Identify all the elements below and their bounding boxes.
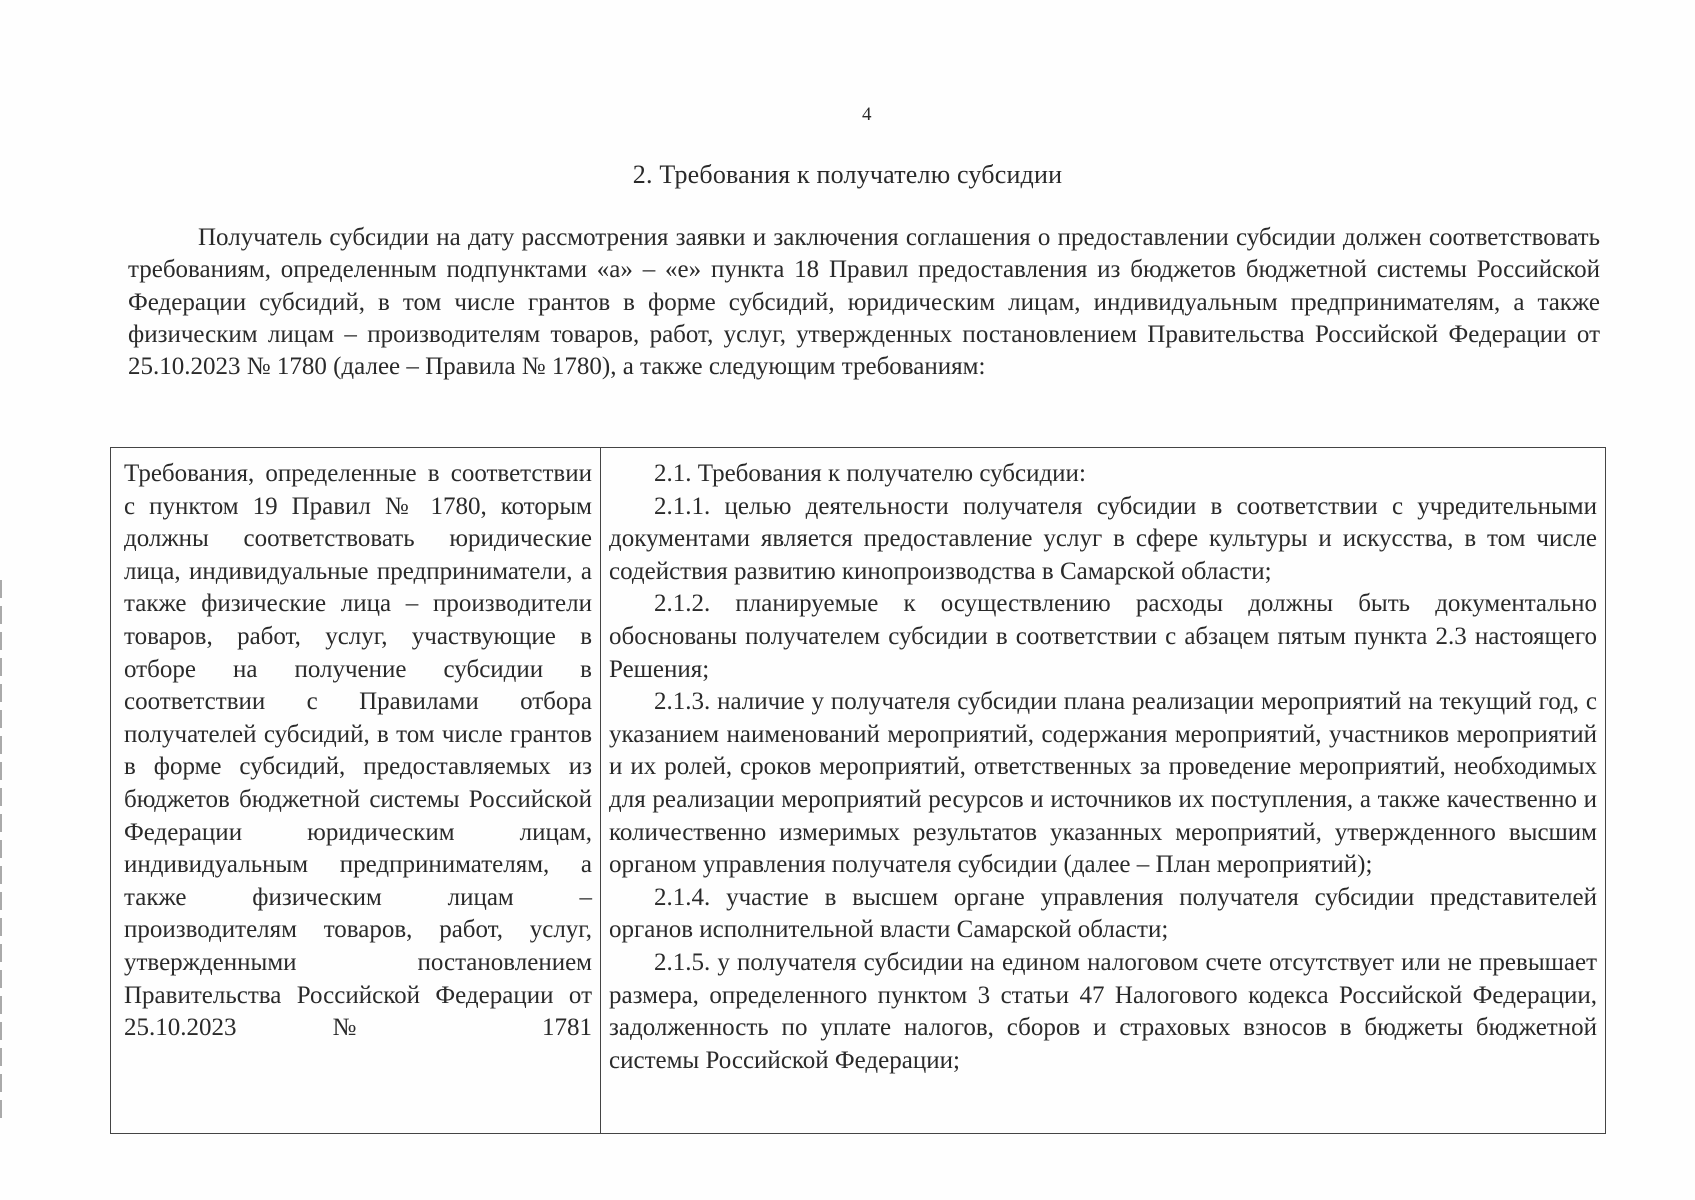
requirement-2-1-2: 2.1.2. планируемые к осуществлению расходы должны быть документально обоснованы получателем субсидии в соответствии с абзацем пятым пункта 2.3 настоящего Решения; <box>609 590 1597 683</box>
requirement-2-1: 2.1. Требования к получателю субсидии: <box>654 460 1086 487</box>
page-number: 4 <box>862 104 872 125</box>
intro-paragraph: Получатель субсидии на дату рассмотрения заявки и заключения соглашения о предоставлении субсидии должен соответствовать требованиям, определенным подпунктами «а» – «е» пункта 18 Правил предоставления из бюджетов бюджетной системы Российской Федерации субсидий, в том числе грантов в форме субсидий, юридическим лицам, индивидуальным предпринимателям, а также физическим лицам – производителям товаров, работ, услуг, утвержденных постановлением Правительства Российской Федерации от 25.10.2023 № 1780 (далее – Правила № 1780), а также следующим требованиям: <box>128 224 1600 381</box>
scan-edge-mark <box>0 580 2 1120</box>
requirement-2-1-3: 2.1.3. наличие у получателя субсидии плана реализации мероприятий на текущий год, с указанием наименований мероприятий, содержания мероприятий, участников мероприятий и их ролей, сроков мероприятий, ответственных за проведение мероприятий, необходимых для реализации мероприятий ресурсов и источников их поступления, а также качественно и количественно измеримых результатов указанных мероприятий, утвержденного высшим органом управления получателя субсидии (далее – План мероприятий); <box>609 688 1597 879</box>
requirements-basis-text: Требования, определенные в соответствии с пунктом 19 Правил № 1780, которым должны соответствовать юридические лица, индивидуальные предприниматели, а также физические лица – производители товаров, работ, услуг, участвующие в отборе на получение субсидии в соответствии с Правилами отбора получателей субсидий, в том числе грантов в форме субсидий, предоставляемых из бюджетов бюджетной системы Российской Федерации юридическим лицам, индивидуальным предпринимателям, а также физическим лицам – производителям товаров, работ, услуг, утвержденными постановлением Правительства Российской Федерации от 25.10.2023 № 1781 <box>124 460 592 1042</box>
table-cell-left <box>111 448 601 1134</box>
requirement-2-1-4: 2.1.4. участие в высшем органе управления получателя субсидии представителей органов исполнительной власти Самарской области; <box>609 883 1597 944</box>
requirement-2-1-1: 2.1.1. целью деятельности получателя субсидии в соответствии с учредительными документами является предоставление услуг в сфере культуры и искусства, в том числе содействия развитию кинопроизводства в Самарской области; <box>609 492 1597 585</box>
requirements-table <box>110 447 1606 1134</box>
table-cell-right <box>601 448 1606 1134</box>
requirement-2-1-5: 2.1.5. у получателя субсидии на едином налоговом счете отсутствует или не превышает размера, определенного пунктом 3 статьи 47 Налогового кодекса Российской Федерации, задолженность по уплате налогов, сборов и страховых взносов в бюджеты бюджетной системы Российской Федерации; <box>609 948 1597 1074</box>
table-row <box>111 448 1606 1134</box>
section-title: 2. Требования к получателю субсидии <box>632 160 1063 189</box>
